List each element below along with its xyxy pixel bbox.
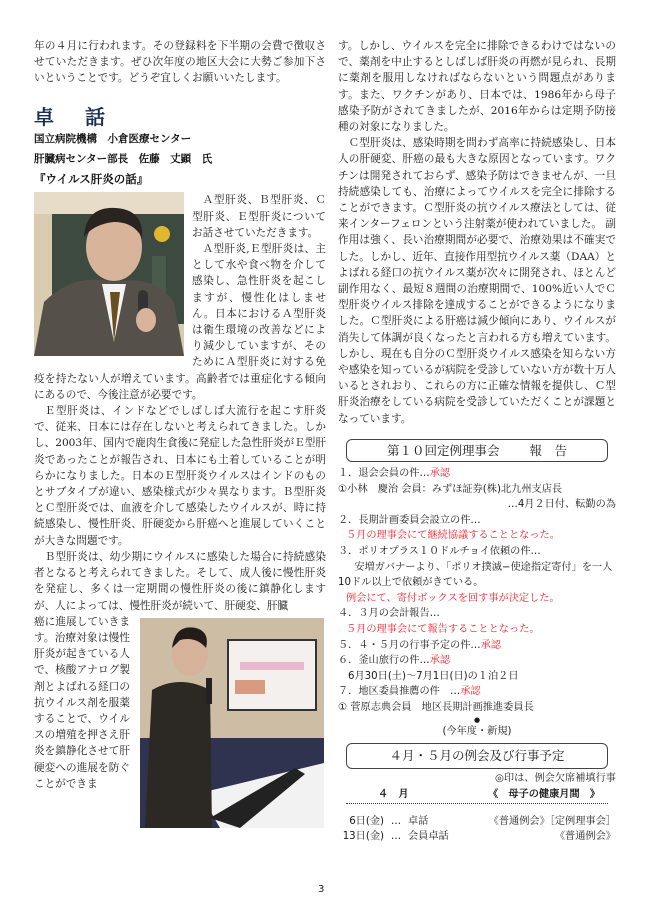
board-meeting-report-label: 報 告	[529, 442, 567, 458]
agenda-status: 承認	[460, 686, 481, 698]
agenda-item-6	[338, 653, 616, 669]
talk-title: 『ウイルス肝炎の話』	[34, 172, 149, 187]
agenda-detail: (今年度・新規)	[442, 725, 512, 737]
schedule-type: 《普通例会》［定例理事会］	[488, 815, 616, 827]
paragraph-hepatitis-b-cont: 癌に進展していきます。治療対象は慢性肝炎が起きている人で、核酸アナログ製剤とよばれる経口の抗ウイルス剤を服薬することで、ウイルスの増殖を押さえ肝炎を鎮静化させて肝硬変への進展を防ぐことができま	[34, 615, 130, 790]
agenda-detail: 6月30日(土)〜7月1日(日)の１泊２日	[348, 670, 519, 682]
agenda-label: ５．４・５月の行事予定の件…	[338, 639, 481, 651]
paragraph-hepatitis-intro: Ａ型肝炎、Ｂ型肝炎、Ｃ型肝炎、Ｅ型肝炎についてお話させていただきます。	[192, 194, 326, 239]
agenda-result: ５月の理事会にて報告することとなった。	[346, 624, 540, 636]
schedule-month-row	[346, 787, 608, 804]
board-meeting-items	[338, 466, 616, 739]
agenda-detail: …4月２日付、転勤の為	[507, 499, 616, 511]
agenda-detail: ①小林 慶治 会員：みずほ証券(株)北九州支店長	[338, 483, 563, 495]
paragraph-hepatitis-a-e: Ａ型肝炎,Ｅ型肝炎は、主として水や食べ物を介して感染し、急性肝炎を起こしますが、慢性化はしません。日本におけるＡ型肝炎は衛生環境の改善などにより減少していますが、そのためにＡ型肝炎に対する免疫を持たない人が増えています。高齢者では重症化する傾向にあるので、今後注意が必要です。	[34, 243, 326, 401]
agenda-item-7	[338, 684, 616, 700]
schedule-theme: 《 母子の健康月間 》	[488, 788, 601, 800]
left-column	[34, 38, 326, 828]
agenda-item-4: ４．３月の会計報告…	[338, 608, 440, 620]
agenda-result: ５月の理事会にて継続協議することとなった。	[346, 530, 560, 542]
section-heading: 卓 話	[34, 104, 117, 129]
agenda-item-1	[338, 466, 616, 482]
paragraph-hepatitis-b-vaccine: す。しかし、ウイルスを完全に排除できるわけではないので、薬剤を中止するとしばしば肝炎の再燃が見られ、長期に薬剤を服用しなければならないという問題点があります。また、ワクチンがあり、日本では、1986年から母子感染予防がされてきましたが、2016年からは定期予防接種の対象になりました。	[338, 40, 616, 134]
schedule-header: ４月・５月の例会及び行事予定	[346, 743, 608, 769]
schedule-event: 会員卓話	[408, 831, 449, 843]
agenda-label: ６．釜山旅行の件…	[338, 655, 430, 667]
paragraph-hepatitis-c: Ｃ型肝炎は、感染時期を問わず高率に持続感染し、日本人の肝硬変、肝癌の最も大きな原因となっています。ワクチンは開発されておらず、感染予防はできませんが、一旦持続感染しても、治療によってウイルスを完全に排除することができます。Ｃ型肝炎の抗ウイルス療法としては、従来インターフェロンという注射薬が使われていました。 副作用は強く、長い治療期間が必要で、治療効果は不確実でした。しかし、近年、直接作用型抗ウイルス薬（DAA）とよばれる経口の抗ウイルス薬が次々に開発され、ほとんど副作用なく、最短８週間の治療期間で、100%近い人でＣ型肝炎ウイルス排除を達成することができるようになりました。Ｃ型肝炎による肝癌は減少傾向にあり、ウイルスが消失して体調が良くなったと言われる方も増えています。しかし、現在も自分のＣ型肝炎ウイルス感染を知らない方や感染を知っているが病院を受診していない方が数十万人いるとされおり、これらの方に正確な情報を提供し、Ｃ型肝炎治療をしている病院を受診していただくことが課題となっています。	[338, 137, 616, 425]
agenda-detail: ① 菅原志典会員 地区長期計画推進委員長	[338, 701, 534, 713]
agenda-item-2: ２．長期計画委員会設立の件…	[338, 514, 481, 526]
speaker-affiliation: 国立病院機構 小倉医療センター	[34, 132, 192, 145]
paragraph-hepatitis-e: Ｅ型肝炎は、インドなどでしばしば大流行を起こす肝炎で、従来、日本には存在しないと考えられてきました。しかし、2003年、国内で鹿肉生食後に発症した急性肝炎がＥ型肝炎であったことが報告され、日本にも土着していることが明らかになりました。日本のＥ型肝炎ウイルスはインドのものとサブタイプが違い、感染様式が少々異なります。Ｂ型肝炎とＣ型肝炎では、血液を介して感染したウイルスが、時に持続感染し、慢性肝炎、肝硬変から肝癌へと進展していくことが大きな問題です。	[34, 405, 326, 547]
schedule-date: 6日(金)	[349, 815, 384, 827]
right-column	[338, 38, 616, 845]
agenda-label: ７．地区委員推薦の件 …	[338, 686, 461, 698]
agenda-item-3: ３．ポリオプラス１０ドルチョイ依頼の件…	[338, 546, 541, 558]
agenda-status: 承認	[429, 655, 451, 667]
schedule-row	[338, 814, 616, 830]
speaker-photo	[34, 192, 184, 356]
schedule-event: 卓話	[408, 815, 429, 827]
speaker-name: 肝臓病センター部長 佐藤 丈顕 氏	[34, 153, 213, 166]
schedule-sep: …	[390, 815, 402, 827]
bullet-dot-icon: ●	[473, 715, 481, 724]
schedule-row	[338, 829, 616, 845]
schedule-month: ４ 月	[378, 788, 409, 800]
paragraph-hepatitis-b: Ｂ型肝炎は、幼少期にウイルスに感染した場合に持続感染者となると考えられてきました。そして、成人後に慢性肝炎を発症し、多くは一定期間の慢性肝炎の後に鎮静化しますが、人によっては、慢性肝炎が続いて、肝硬変、肝臓	[34, 550, 326, 612]
schedule-note: ◎印は、例会欠席補填行事	[495, 773, 616, 785]
schedule-type: 《普通例会》	[554, 831, 616, 843]
agenda-status: 承認	[429, 468, 451, 480]
schedule-date: 13日(金)	[342, 831, 384, 843]
agenda-detail: 安増ガバナーより、「ポリオ撲滅−使途指定寄付」を一人10ドル以上で依頼がきている。	[338, 561, 613, 589]
agenda-item-5	[338, 638, 616, 654]
intro-paragraph: 年の４月に行われます。その登録料を下半期の会費で徴収させていただきます。ぜひ次年度の地区大会に大勢ご参加下さいということです。どうぞ宜しくお願いいたします。	[34, 40, 326, 85]
agenda-status: 承認	[480, 639, 501, 651]
board-meeting-header	[346, 439, 608, 462]
page-number: 3	[318, 884, 325, 895]
agenda-result: 例会にて、寄付ボックスを回す事が決定した。	[346, 592, 560, 604]
lecture-photo	[140, 618, 324, 828]
schedule-sep: …	[390, 831, 402, 843]
agenda-label: １．退会会員の件…	[338, 468, 430, 480]
lecture-row	[34, 614, 326, 828]
board-meeting-title: 第１０回定例理事会	[386, 442, 500, 458]
